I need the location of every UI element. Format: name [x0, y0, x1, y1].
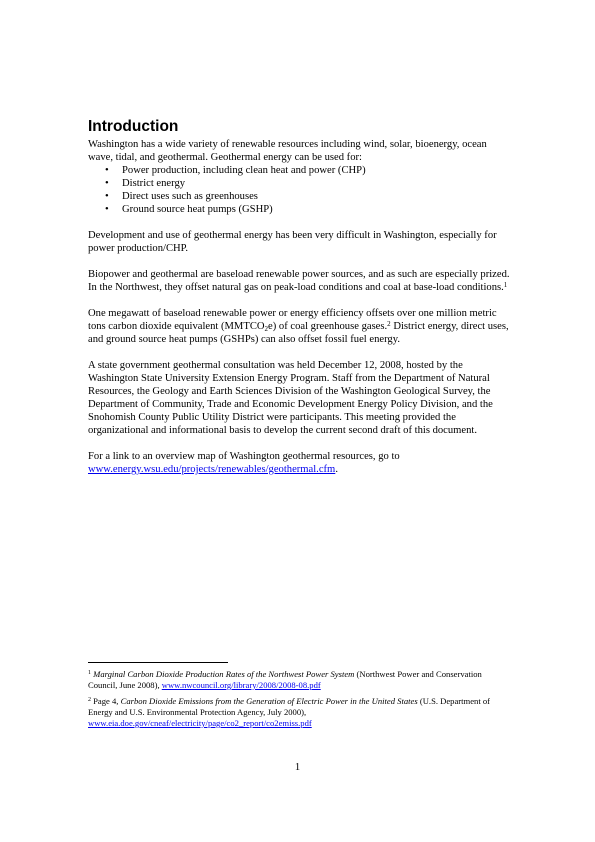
biopower-text: Biopower and geothermal are baseload renewable power sources, and as such are especially prized. In the Northwest, they offset natural gas on peak-load conditions and coal at base-load conditions.: [88, 269, 510, 293]
footnote-2: [88, 696, 513, 729]
footnote-text: (U.S. Department of Energy and U.S. Environmental Protection Agency, July 2000),: [88, 696, 491, 717]
co2-subscript: 2: [264, 325, 269, 333]
footnote-ref-2[interactable]: 2: [387, 320, 391, 328]
link-paragraph-end: .: [335, 464, 338, 475]
list-item-text: Ground source heat pumps (GSHP): [122, 204, 273, 215]
page-number: 1: [294, 762, 301, 773]
footnote-link[interactable]: www.eia.doe.gov/cneaf/electricity/page/co2_report/co2emiss.pdf: [88, 718, 312, 728]
bullet-glyph: •: [105, 191, 109, 202]
list-item-text: District energy: [122, 178, 186, 189]
list-item-text: Power production, including clean heat and power (CHP): [122, 165, 366, 176]
footnote-title: Marginal Carbon Dioxide Production Rates of the Northwest Power System: [93, 669, 355, 679]
footnote-ref-1[interactable]: 1: [503, 281, 508, 289]
geothermal-map-link[interactable]: www.energy.wsu.edu/projects/renewables/geothermal.cfm: [88, 464, 336, 475]
list-item: [88, 203, 513, 216]
list-item: [88, 190, 513, 203]
megawatt-text-a: One megawatt of baseload renewable power or energy efficiency offsets over one million metric tons carbon dioxide equivalent (MMTCO: [88, 308, 497, 332]
footnote-1: [88, 669, 513, 691]
geothermal-uses-list: [88, 164, 513, 216]
bullet-glyph: •: [105, 178, 109, 189]
footnote-divider: [88, 662, 228, 663]
megawatt-text-c: District energy, direct uses, and ground source heat pumps (GSHPs) can also offset fossil fuel energy.: [88, 321, 509, 345]
link-paragraph: [88, 450, 513, 476]
list-item: [88, 164, 513, 177]
footnotes-section: [88, 662, 513, 734]
footnote-link[interactable]: www.nwcouncil.org/library/2008/2008-08.pdf: [161, 680, 321, 690]
intro-paragraph: Washington has a wide variety of renewable resources including wind, solar, bioenergy, ocean wave, tidal, and geothermal. Geothermal energy can be used for:: [88, 139, 487, 163]
footnote-number: 1: [88, 670, 91, 676]
bullet-glyph: •: [105, 204, 109, 215]
list-item: [88, 177, 513, 190]
megawatt-text-b: e) of coal greenhouse gases.: [268, 321, 388, 332]
development-paragraph: Development and use of geothermal energy has been very difficult in Washington, especially for power production/CHP.: [88, 230, 497, 254]
list-item-text: Direct uses such as greenhouses: [122, 191, 258, 202]
footnote-title: Carbon Dioxide Emissions from the Generation of Electric Power in the United States: [120, 696, 418, 706]
section-heading: Introduction: [88, 118, 179, 135]
footnote-text: (Northwest Power and Conservation Council, June 2008),: [88, 669, 482, 690]
main-content: [88, 118, 513, 489]
footnote-prefix: Page 4,: [91, 696, 121, 706]
link-paragraph-text: For a link to an overview map of Washington geothermal resources, go to: [88, 451, 400, 462]
footnote-number: 2: [88, 697, 91, 703]
bullet-glyph: •: [105, 165, 109, 176]
biopower-paragraph: [88, 268, 513, 294]
consultation-paragraph: A state government geothermal consultation was held December 12, 2008, hosted by the Washington State University Extension Energy Program. Staff from the Department of Natural Resources, the Geology and Earth Sciences Division of the Washington Geological Survey, the Department of Community, Trade and Economic Development Energy Policy Division, and the Snohomish County Public Utility District were participants. This meeting provided the organizational and informational basis to develop the current second draft of this document.: [88, 360, 493, 436]
megawatt-paragraph: [88, 307, 513, 346]
